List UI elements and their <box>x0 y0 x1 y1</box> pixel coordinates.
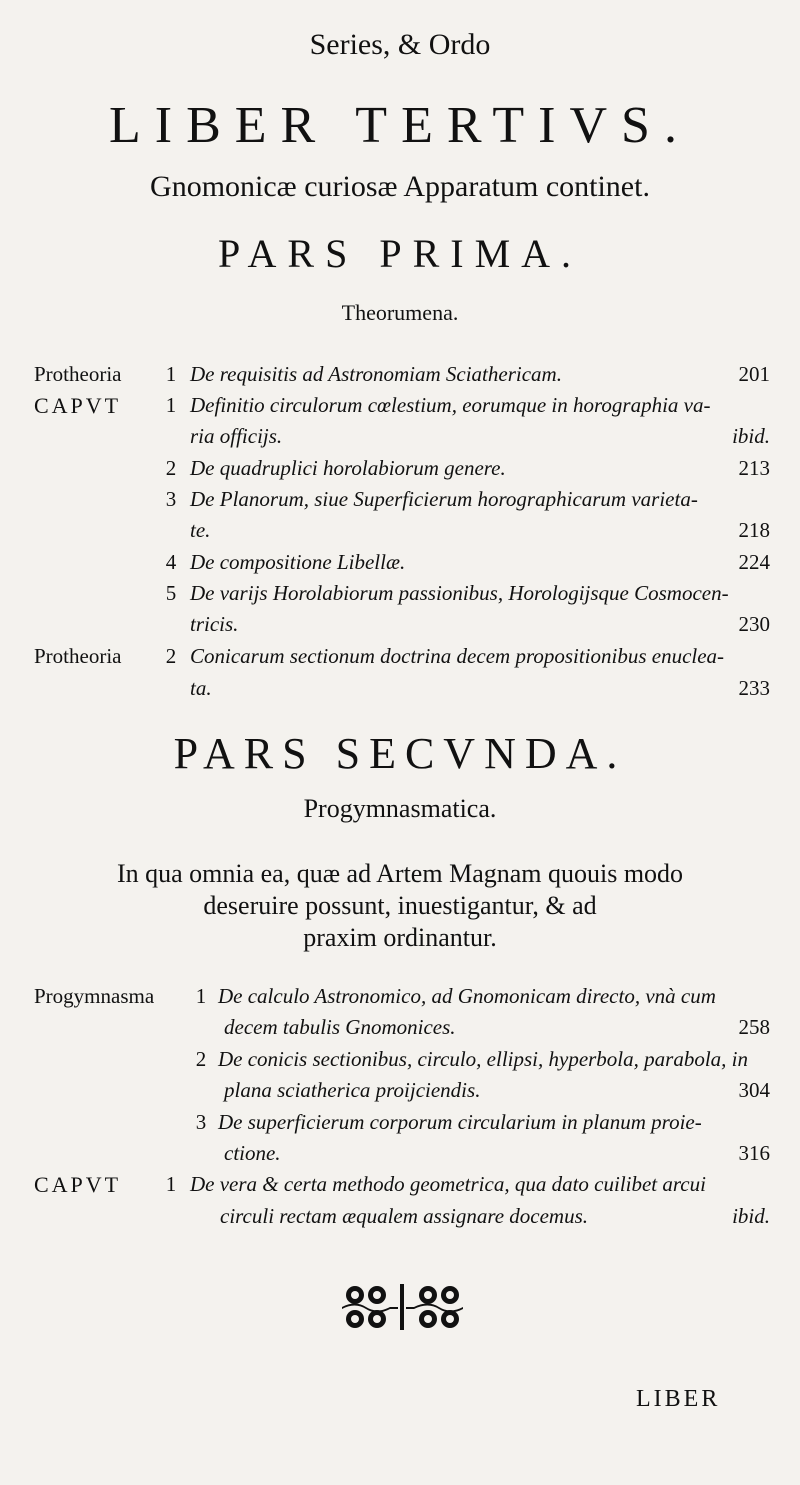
entry-page: 201 <box>738 362 770 386</box>
description-line: praxim ordinantur. <box>303 923 497 952</box>
toc-entry-continuation <box>0 1141 800 1171</box>
entry-page: 304 <box>738 1078 770 1102</box>
part1-subtitle: Theorumena. <box>341 300 459 325</box>
entry-text: decem tabulis Gnomonices. <box>224 1015 456 1039</box>
entry-number: 1 <box>165 362 177 386</box>
entry-page: 218 <box>738 518 770 542</box>
catchword: LIBER <box>636 1386 721 1412</box>
entry-text: Conicarum sectionum doctrina decem propositionibus enuclea- <box>190 644 725 668</box>
toc-entry <box>0 456 800 486</box>
entry-label: CAPVT <box>34 393 122 418</box>
description-line: In qua omnia ea, quæ ad Artem Magnam quouis modo <box>116 859 684 888</box>
part2-subtitle: Progymnasmatica. <box>303 794 497 823</box>
toc-entry <box>0 984 800 1014</box>
toc-entry-continuation <box>0 518 800 548</box>
entry-label: Progymnasma <box>34 984 155 1008</box>
entry-number: 3 <box>195 1110 207 1134</box>
entry-text: plana sciatherica proijciendis. <box>224 1078 481 1102</box>
description-line: deseruire possunt, inuestigantur, & ad <box>203 891 597 920</box>
entry-page: ibid. <box>732 1204 770 1228</box>
entry-text: De varijs Horolabiorum passionibus, Horologijsque Cosmocen- <box>190 581 729 605</box>
entry-text: ta. <box>190 676 212 700</box>
entry-text: De superficierum corporum circularium in planum proie- <box>218 1110 702 1134</box>
toc-entry <box>0 393 800 423</box>
entry-text: te. <box>190 518 211 542</box>
book-subtitle: Gnomonicæ curiosæ Apparatum continet. <box>150 170 650 203</box>
entry-page: 258 <box>738 1015 770 1039</box>
entry-number: 2 <box>195 1047 207 1071</box>
entry-label: Protheoria <box>34 362 122 386</box>
toc-entry <box>0 1172 800 1202</box>
entry-text: ria officijs. <box>190 424 283 448</box>
part2-description <box>0 858 800 954</box>
entry-page: 230 <box>738 612 770 636</box>
toc-entry <box>0 581 800 611</box>
entry-text: circuli rectam æqualem assignare docemus. <box>220 1204 589 1228</box>
entry-number: 4 <box>165 550 177 574</box>
toc-entry-continuation <box>0 676 800 706</box>
entry-text: De vera & certa methodo geometrica, qua dato cuilibet arcui <box>190 1172 706 1196</box>
running-head: Series, & Ordo <box>309 28 491 61</box>
entry-text: De Planorum, siue Superficierum horographicarum varieta- <box>190 487 698 511</box>
entry-text: Definitio circulorum cœlestium, eorumque in horographia va- <box>190 393 711 417</box>
toc-entry-continuation <box>0 1078 800 1108</box>
entry-page: 224 <box>738 550 770 574</box>
entry-number: 3 <box>165 487 177 511</box>
floral-fleuron-ornament-icon <box>340 1282 465 1332</box>
entry-text: De quadruplici horolabiorum genere. <box>190 456 506 480</box>
entry-text: De requisitis ad Astronomiam Sciathericam. <box>190 362 562 386</box>
entry-number: 1 <box>165 1172 177 1196</box>
entry-text: De compositione Libellæ. <box>190 550 406 574</box>
entry-text: De conicis sectionibus, circulo, ellipsi, hyperbola, parabola, in <box>218 1047 748 1071</box>
toc-entry-continuation <box>0 1204 800 1234</box>
entry-page: ibid. <box>732 424 770 448</box>
entry-page: 213 <box>738 456 770 480</box>
toc-entry <box>0 362 800 392</box>
toc-entry <box>0 1047 800 1077</box>
entry-page: 316 <box>738 1141 770 1165</box>
toc-entry-continuation <box>0 1015 800 1045</box>
entry-number: 1 <box>195 984 207 1008</box>
toc-entry <box>0 487 800 517</box>
entry-text: De calculo Astronomico, ad Gnomonicam directo, vnà cum <box>218 984 716 1008</box>
entry-label: CAPVT <box>34 1172 122 1197</box>
book-title: LIBER TERTIVS. <box>109 97 691 154</box>
entry-page: 233 <box>738 676 770 700</box>
entry-number: 1 <box>165 393 177 417</box>
entry-number: 2 <box>165 644 177 668</box>
entry-label: Protheoria <box>34 644 122 668</box>
entry-text: tricis. <box>190 612 239 636</box>
toc-entry-continuation <box>0 424 800 454</box>
part1-title: PARS PRIMA. <box>217 231 583 276</box>
toc-entry <box>0 550 800 580</box>
part2-title: PARS SECVNDA. <box>173 729 627 778</box>
toc-entry-continuation <box>0 612 800 642</box>
entry-number: 2 <box>165 456 177 480</box>
entry-number: 5 <box>165 581 177 605</box>
toc-entry <box>0 644 800 674</box>
toc-entry <box>0 1110 800 1140</box>
entry-text: ctione. <box>224 1141 281 1165</box>
